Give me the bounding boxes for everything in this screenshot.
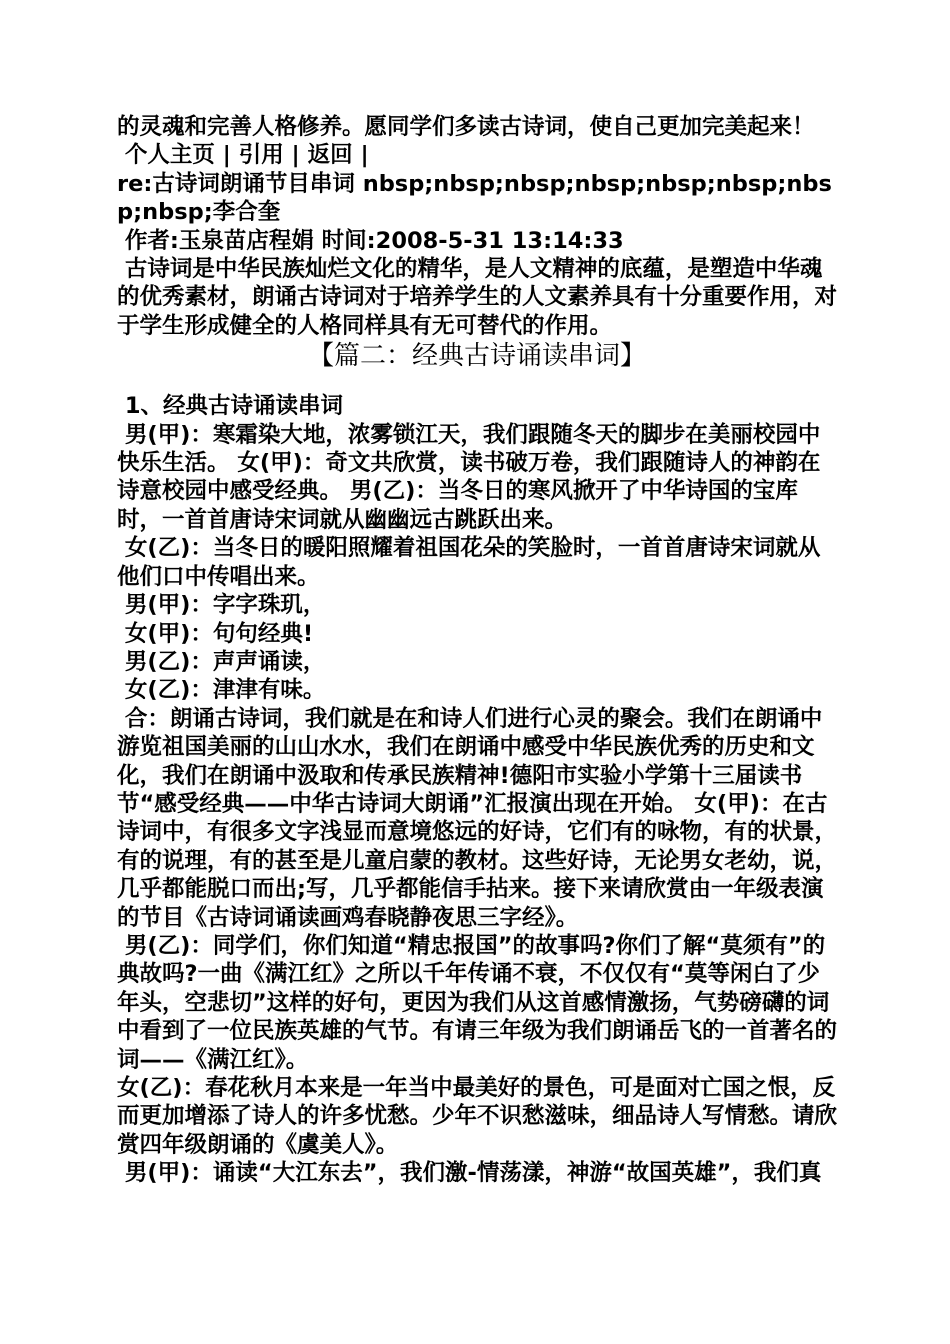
script-paragraph-1: 男(甲)：寒霜染大地，浓雾锁江天，我们跟随冬天的脚步在美丽校园中快乐生活。 女(甲)：奇文共欣赏，读书破万卷，我们跟随诗人的神韵在诗意校园中感受经典。 男(乙)：当冬日的寒风掀开了中华诗国的宝库时，一首首唐诗宋词就从幽幽远古跳跃出来。	[117, 421, 821, 533]
author-time-line: 作者:玉泉苗店程娟 时间:2008-5-31 13:14:33	[117, 227, 624, 254]
script-line-3: 男(乙)：声声诵读，	[117, 648, 326, 675]
intro-paragraph: 古诗词是中华民族灿烂文化的精华，是人文精神的底蕴，是塑造中华魂的优秀素材，朗诵古诗词对于培养学生的人文素养具有十分重要作用，对于学生形成健全的人格同样具有无可替代的作用。	[117, 256, 838, 339]
document-body	[117, 113, 837, 1188]
script-paragraph-3: 合：朗诵古诗词，我们就是在和诗人们进行心灵的聚会。我们在朗诵中游览祖国美丽的山山水水，我们在朗诵中感受中华民族优秀的历史和文化，我们在朗诵中汲取和传承民族精神!德阳市实验小学第十三届读书节“感受经典——中华古诗词大朗诵”汇报演出现在开始。 女(甲)：在古诗词中，有很多文字浅显而意境悠远的好诗，它们有的咏物，有的状景，有的说理，有的甚至是儿童启蒙的教材。这些好诗，无论男女老幼，说，几乎都能脱口而出;写，几乎都能信手拈来。接下来请欣赏由一年级表演的节目《古诗词诵读画鸡春晓静夜思三字经》。	[117, 705, 838, 931]
script-line-4: 女(乙)：津津有味。	[117, 677, 326, 704]
script-line-1: 男(甲)：字字珠玑，	[117, 592, 326, 619]
post-links-line: 个人主页 | 引用 | 返回 |	[117, 142, 369, 169]
reply-title-line: re:古诗词朗诵节目串词 nbsp;nbsp;nbsp;nbsp;nbsp;nbsp;nbsp;nbsp;李合奎	[117, 170, 832, 226]
paragraph-closing-line: 的灵魂和完善人格修养。愿同学们多读古诗词，使自己更加完美起来！	[117, 114, 815, 140]
script-paragraph-4: 男(乙)：同学们，你们知道“精忠报国”的故事吗?你们了解“莫须有”的典故吗?一曲《满江红》之所以千年传诵不衰，不仅仅有“莫等闲白了少年头，空悲切”这样的好句，更因为我们从这首感情激扬，气势磅礴的词中看到了一位民族英雄的气节。有请三年级为我们朗诵岳飞的一首著名的词——《满江红》。	[117, 932, 838, 1073]
script-paragraph-5: 女(乙)：春花秋月本来是一年当中最美好的景色，可是面对亡国之恨，反而更加增添了诗人的许多忧愁。少年不识愁滋味，细品诗人写情愁。请欣赏四年级朗诵的《虞美人》。	[117, 1075, 838, 1158]
section-heading: 【篇二：经典古诗诵读串词】	[307, 341, 646, 372]
script-line-2: 女(甲)：句句经典!	[117, 620, 314, 647]
subtitle-line: 1、经典古诗诵读串词	[117, 393, 343, 420]
script-paragraph-2: 女(乙)：当冬日的暖阳照耀着祖国花朵的笑脸时，一首首唐诗宋词就从他们口中传唱出来。	[117, 535, 821, 590]
script-paragraph-6: 男(甲)：诵读“大江东去”，我们激-情荡漾，神游“故国英雄”，我们真	[117, 1160, 822, 1187]
